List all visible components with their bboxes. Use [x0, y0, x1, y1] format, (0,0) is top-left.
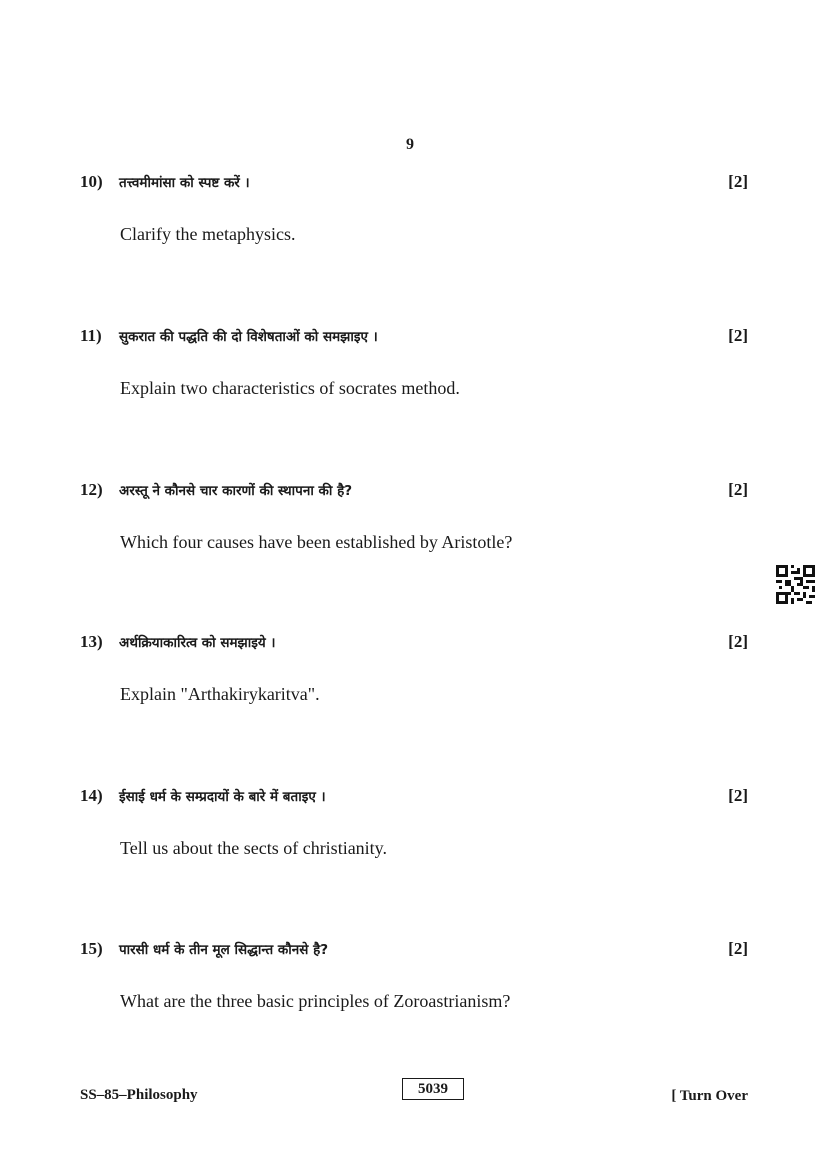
question-text-english: What are the three basic principles of Zoroastrianism? [120, 991, 511, 1011]
question-text-english: Tell us about the sects of christianity. [120, 838, 388, 858]
question-number: 11) [80, 326, 102, 345]
question-text-hindi: अर्थक्रियाकारित्व को समझाइये । [119, 635, 276, 651]
question-number: 12) [80, 480, 103, 499]
question-marks: [2] [728, 326, 748, 345]
question-marks: [2] [728, 172, 748, 191]
question-text-english: Clarify the metaphysics. [120, 224, 296, 244]
question-marks: [2] [728, 939, 748, 958]
page-number: 9 [406, 136, 414, 153]
turn-over-label: [ Turn Over [671, 1088, 748, 1104]
question-number: 13) [80, 632, 103, 651]
question-text-hindi: ईसाई धर्म के सम्प्रदायों के बारे में बताइए । [119, 789, 326, 805]
question-number: 14) [80, 786, 103, 805]
question-text-hindi: तत्त्वमीमांसा को स्पष्ट करें । [119, 175, 250, 191]
qr-code-icon [776, 565, 815, 604]
question-number: 10) [80, 172, 103, 191]
question-text-english: Explain "Arthakirykaritva". [120, 684, 320, 704]
question-marks: [2] [728, 786, 748, 805]
page-code-box: 5039 [402, 1078, 464, 1100]
question-text-hindi: सुकरात की पद्धति की दो विशेषताओं को समझाइए । [119, 329, 378, 345]
question-11 [80, 326, 748, 398]
paper-code: SS–85–Philosophy [80, 1087, 198, 1103]
question-number: 15) [80, 939, 103, 958]
question-text-english: Which four causes have been established by Aristotle? [120, 532, 513, 552]
question-15 [80, 939, 748, 1011]
question-marks: [2] [728, 632, 748, 651]
question-13 [80, 632, 748, 704]
question-10 [80, 172, 748, 244]
question-text-hindi: अरस्तू ने कौनसे चार कारणों की स्थापना की है? [119, 483, 353, 499]
question-14 [80, 786, 748, 858]
question-text-english: Explain two characteristics of socrates method. [120, 378, 460, 398]
question-text-hindi: पारसी धर्म के तीन मूल सिद्धान्त कौनसे है? [119, 942, 329, 958]
question-12 [80, 480, 748, 552]
question-marks: [2] [728, 480, 748, 499]
